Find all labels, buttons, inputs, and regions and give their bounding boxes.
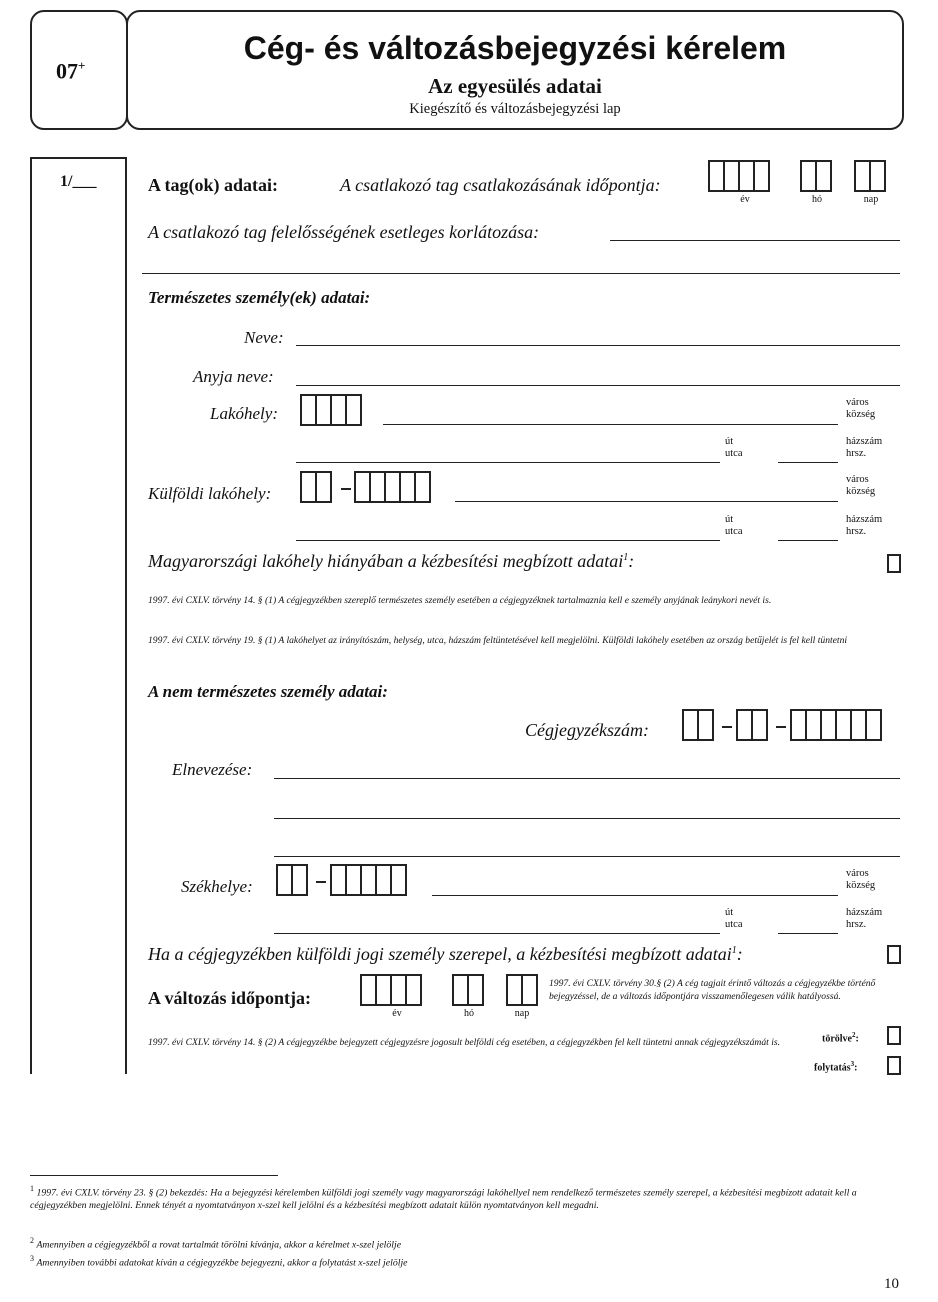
name-label: Neve: bbox=[244, 328, 284, 347]
join-year-unit: év bbox=[740, 194, 750, 205]
join-day-cells[interactable] bbox=[854, 160, 884, 192]
entity-name-field-1[interactable] bbox=[274, 778, 900, 779]
change-month-cells[interactable] bbox=[452, 974, 482, 1006]
form-code: 07+ bbox=[56, 58, 86, 84]
change-year-unit: év bbox=[392, 1008, 402, 1019]
page-number: 10 bbox=[884, 1276, 899, 1292]
delivery-agent-label: Magyarországi lakóhely hiányában a kézbesítési megbízott adatai$^1$: bbox=[148, 551, 635, 571]
liability-label: A csatlakozó tag felelősségének esetleges korlátozása: bbox=[148, 222, 540, 242]
footnote-2: $^2$ Amennyiben a cégjegyzékből a rovat tartalmát törölni kívánja, akkor a kérelmet x-szel jelölje bbox=[30, 1236, 402, 1251]
foreign-street-label: út utca bbox=[725, 514, 743, 537]
continue-checkbox[interactable] bbox=[887, 1056, 901, 1075]
seat-city-field[interactable] bbox=[432, 895, 838, 896]
delivery-agent-checkbox[interactable] bbox=[887, 554, 901, 573]
form-subtitle: Az egyesülés adatai bbox=[428, 74, 602, 98]
seat-postcode-cells[interactable] bbox=[330, 864, 405, 896]
section-number-column bbox=[30, 157, 127, 1074]
house-label: házszám hrsz. bbox=[846, 436, 883, 459]
country-dash bbox=[341, 488, 351, 490]
reg-type-cells[interactable] bbox=[736, 709, 766, 741]
members-heading: A tag(ok) adatai: bbox=[148, 175, 278, 195]
entity-name-field-3[interactable] bbox=[274, 856, 900, 857]
deleted-label: törölve$^2$: bbox=[822, 1031, 859, 1045]
foreign-postcode-cells[interactable] bbox=[354, 471, 429, 503]
foreign-city-field[interactable] bbox=[455, 501, 838, 502]
city-label: város község bbox=[846, 397, 876, 420]
change-year-cells[interactable] bbox=[360, 974, 420, 1006]
residence-house-field[interactable] bbox=[778, 462, 838, 463]
residence-label: Lakóhely: bbox=[210, 404, 278, 423]
sheet-type: Kiegészítő és változásbejegyzési lap bbox=[409, 101, 621, 117]
footnote-divider bbox=[30, 1175, 278, 1176]
liability-field[interactable] bbox=[610, 240, 900, 241]
foreign-entity-delivery-label: Ha a cégjegyzékben külföldi jogi személy szerepel, a kézbesítési megbízott adatai$^1$: bbox=[148, 944, 743, 964]
name-field[interactable] bbox=[296, 345, 900, 346]
seat-house-field[interactable] bbox=[778, 933, 838, 934]
entity-name-field-2[interactable] bbox=[274, 818, 900, 819]
foreign-house-label: házszám hrsz. bbox=[846, 514, 883, 537]
seat-house-label: házszám hrsz. bbox=[846, 907, 883, 930]
join-month-cells[interactable] bbox=[800, 160, 830, 192]
change-date-label: A változás időpontja: bbox=[148, 988, 312, 1008]
change-day-unit: nap bbox=[514, 1008, 530, 1019]
entity-name-label: Elnevezése: bbox=[172, 760, 253, 779]
legal-note-1: 1997. évi CXLV. törvény 14. § (1) A cégjegyzékben szereplő természetes személy esetében a cégjegyzéknek tartalmaznia kell e személy anyjának leánykori nevét is. bbox=[148, 595, 772, 606]
seat-city-label: város község bbox=[846, 868, 876, 891]
foreign-house-field[interactable] bbox=[778, 540, 838, 541]
reg-number-label: Cégjegyzékszám: bbox=[525, 720, 649, 740]
reg-dash-1 bbox=[722, 726, 732, 728]
mother-name-field[interactable] bbox=[296, 385, 900, 386]
seat-street-label: út utca bbox=[725, 907, 743, 930]
reg-dash-2 bbox=[776, 726, 786, 728]
legal-person-heading: A nem természetes személy adatai: bbox=[148, 682, 388, 701]
legal-note-2: 1997. évi CXLV. törvény 19. § (1) A lakóhelyet az irányítószám, helység, utca, házszám feltüntetésével kell megjelölni. Külföldi lakóhely esetében az ország betűjelét is fel kell tüntetni bbox=[148, 635, 848, 646]
change-month-unit: hó bbox=[464, 1008, 474, 1019]
residence-city-field[interactable] bbox=[383, 424, 838, 425]
natural-person-heading: Természetes személy(ek) adatai: bbox=[148, 288, 371, 307]
reg-serial-cells[interactable] bbox=[790, 709, 880, 741]
footnote-3: $^3$ Amennyiben további adatokat kíván a cégjegyzékbe bejegyezni, akkor a folytatást x-szel jelölje bbox=[30, 1254, 408, 1269]
mother-name-label: Anyja neve: bbox=[193, 367, 274, 386]
residence-street-field[interactable] bbox=[296, 462, 720, 463]
join-date-label: A csatlakozó tag csatlakozásának időpontja: bbox=[340, 175, 661, 195]
foreign-residence-label: Külföldi lakóhely: bbox=[148, 484, 272, 503]
seat-country-cells[interactable] bbox=[276, 864, 306, 896]
join-month-unit: hó bbox=[812, 194, 822, 205]
join-day-unit: nap bbox=[863, 194, 879, 205]
deleted-checkbox[interactable] bbox=[887, 1026, 901, 1045]
street-label: út utca bbox=[725, 436, 743, 459]
continue-label: folytatás$^3$: bbox=[814, 1060, 858, 1074]
reg-number-legal-note: 1997. évi CXLV. törvény 14. § (2) A cégjegyzékbe bejegyzett cégjegyzésre jogosult belföldi cég esetében, a cégjegyzékben fel kell tüntetni annak cégjegyzékszámát is. bbox=[148, 1037, 780, 1048]
reg-court-cells[interactable] bbox=[682, 709, 712, 741]
foreign-street-field[interactable] bbox=[296, 540, 720, 541]
section-number: 1/___ bbox=[60, 173, 97, 190]
liability-field-2[interactable] bbox=[142, 273, 900, 274]
change-legal-note: 1997. évi CXLV. törvény 30.§ (2) A cég tagjait érintő változás a cégjegyzékbe történő bejegyzéssel, de a változás időpontjára visszamenőlegesen válik hatályossá. bbox=[549, 978, 876, 1002]
foreign-entity-delivery-checkbox[interactable] bbox=[887, 945, 901, 964]
foreign-city-label: város község bbox=[846, 474, 876, 497]
country-code-cells[interactable] bbox=[300, 471, 330, 503]
form-title: Cég- és változásbejegyzési kérelem bbox=[243, 30, 787, 66]
join-year-cells[interactable] bbox=[708, 160, 768, 192]
footnote-1: $^1$ 1997. évi CXLV. törvény 23. § (2) bekezdés: Ha a bejegyzési kérelemben külföldi jogi személy vagy magyarországi lakóhellyel nem rendelkező természetes személy szerepel, a kézbesítési megbízott adatait kell a cégjegyzékben megjelölni. Ennek tényét a nyomtatványon x-szel kell jelölni és a kézbesítési megbízott adatait külön nyomtatványon kell megadni. bbox=[30, 1184, 857, 1212]
seat-label: Székhelye: bbox=[181, 877, 253, 896]
seat-dash bbox=[316, 881, 326, 883]
seat-street-field[interactable] bbox=[274, 933, 720, 934]
postcode-cells[interactable] bbox=[300, 394, 360, 426]
change-day-cells[interactable] bbox=[506, 974, 536, 1006]
